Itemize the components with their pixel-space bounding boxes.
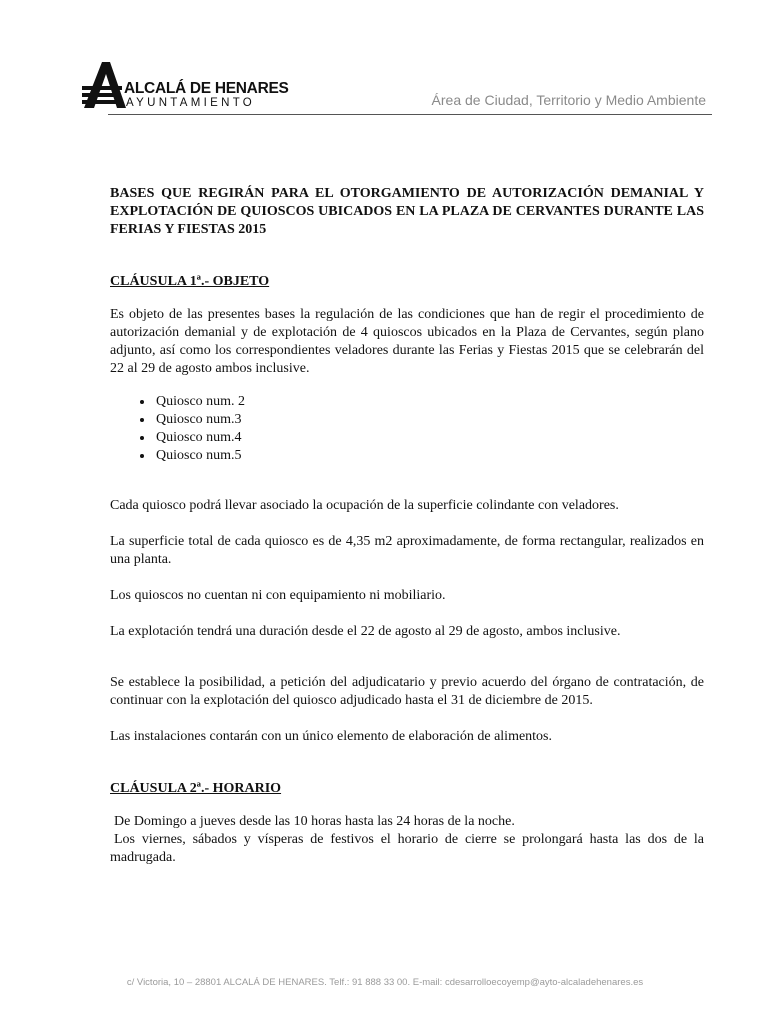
- paragraph-posibilidad: Se establece la posibilidad, a petición del adjudicatario y previo acuerdo del órgano de contratación, de continuar con la explotación del quiosco adjudicado hasta el 31 de diciembre de 2015.: [110, 675, 704, 708]
- page-footer: c/ Victoria, 10 – 28801 ALCALÁ DE HENARES. Telf.: 91 888 33 00. E-mail: cdesarrolloecoyemp@ayto-alcaladehenares.es: [126, 977, 644, 988]
- paragraph-instalaciones: Las instalaciones contarán con un único elemento de elaboración de alimentos.: [110, 729, 553, 744]
- clause-1-intro: Es objeto de las presentes bases la regulación de las condiciones que han de regir el procedimiento de autorización demanial y de explotación de 4 quioscos ubicados en la Plaza de Cervantes, según plano adjunto, así como los correspondientes veladores durante las Ferias y Fiestas 2015 que se celebrarán del 22 al 29 de agosto ambos inclusive.: [110, 307, 704, 376]
- header-divider: [108, 114, 712, 115]
- paragraph-horario-semana: De Domingo a jueves desde las 10 horas hasta las 24 horas de la noche.: [114, 814, 515, 829]
- logo-city-name: ALCALÁ DE HENARES: [124, 80, 289, 97]
- list-item: • Quiosco num.4: [154, 429, 704, 447]
- document-body: [110, 185, 704, 867]
- kiosk-list: [110, 393, 704, 465]
- paragraph-duracion: La explotación tendrá una duración desde el 22 de agosto al 29 de agosto, ambos inclusive.: [110, 624, 621, 639]
- municipal-logo: [82, 60, 289, 110]
- list-item: • Quiosco num.3: [154, 411, 704, 429]
- list-item: • Quiosco num.5: [154, 447, 704, 465]
- paragraph-horario-finde: Los viernes, sábados y vísperas de festivos el horario de cierre se prolongará hasta las dos de la madrugada.: [110, 832, 704, 865]
- logo-ayuntamiento: AYUNTAMIENTO: [126, 97, 256, 109]
- clause-1-heading: CLÁUSULA 1ª.- OBJETO: [110, 274, 270, 289]
- alcala-a-emblem-icon: [82, 60, 130, 110]
- paragraph-superficie: La superficie total de cada quiosco es de 4,35 m2 aproximadamente, de forma rectangular, realizados en una planta.: [110, 534, 704, 567]
- list-item: • Quiosco num. 2: [154, 393, 704, 411]
- paragraph-veladores: Cada quiosco podrá llevar asociado la ocupación de la superficie colindante con veladores.: [110, 498, 619, 513]
- paragraph-equipamiento: Los quioscos no cuentan ni con equipamiento ni mobiliario.: [110, 588, 446, 603]
- clause-2-heading: CLÁUSULA 2ª.- HORARIO: [110, 781, 282, 796]
- header-department: Área de Ciudad, Territorio y Medio Ambiente: [431, 92, 706, 108]
- document-title: BASES QUE REGIRÁN PARA EL OTORGAMIENTO DE AUTORIZACIÓN DEMANIAL Y EXPLOTACIÓN DE QUIOSCOS UBICADOS EN LA PLAZA DE CERVANTES DURANTE LAS FERIAS Y FIESTAS 2015: [110, 186, 704, 237]
